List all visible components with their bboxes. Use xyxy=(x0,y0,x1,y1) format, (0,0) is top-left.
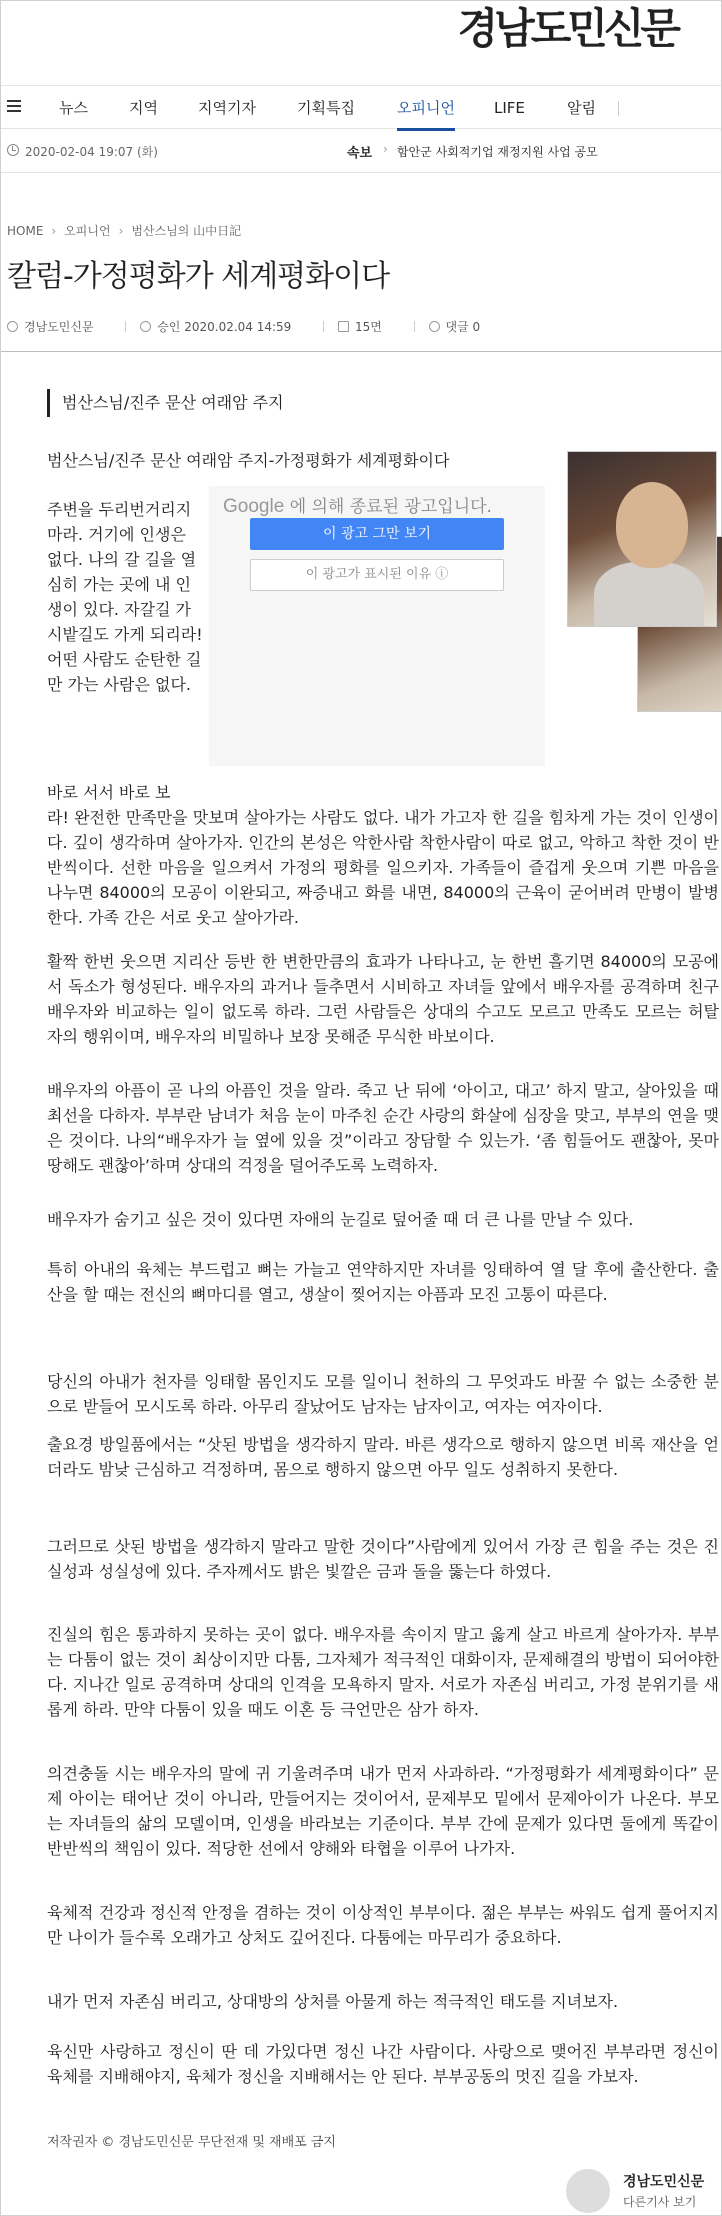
paragraph-1-start: 바로 서서 바로 보 xyxy=(47,783,171,802)
ad-closed-message xyxy=(223,492,492,518)
breaking-headline[interactable]: 함안군 사회적기업 재정지원 사업 공모 xyxy=(397,145,598,159)
intro-paragraph: 주변을 두리번거리지 마라. 거기에 인생은 없다. 나의 갈 길을 열심히 가는 곳에 내 인생이 있다. 자갈길 가시밭길도 가게 되리라! 어떤 사람도 순탄한 길만 가는 사람은 없다. xyxy=(47,500,203,694)
breadcrumb-home[interactable]: HOME xyxy=(7,224,44,238)
meta-rule xyxy=(1,351,721,352)
user-icon xyxy=(7,321,18,332)
breadcrumb xyxy=(7,222,241,239)
news-ticker xyxy=(1,129,721,173)
paragraph-11: 육체적 건강과 정신적 안정을 겸하는 것이 이상적인 부부이다. 젊은 부부는 싸워도 쉽게 풀어지지만 나이가 들수록 오래가고 상처도 깊어진다. 다툼에는 마무리가 중요하다. xyxy=(47,1903,719,1947)
article-title: 칼럼-가정평화가 세계평화이다 xyxy=(7,259,390,294)
article-subtitle: 범산스님/진주 문산 여래암 주지 xyxy=(47,389,284,417)
photo-face xyxy=(616,482,688,568)
chevron-right-icon: › xyxy=(118,224,124,238)
nav-item-opinion[interactable]: 오피니언 xyxy=(397,86,455,130)
page-icon xyxy=(338,321,349,332)
article-comments[interactable]: 댓글 0 xyxy=(445,320,481,334)
paragraph-8: 그러므로 삿된 방법을 생각하지 말라고 말한 것이다”사람에게 있어서 가장 큰 힘을 주는 것은 진실성과 성실성에 있다. 주자께서도 밝은 빛깔은 금과 돌을 뚫는다 하였다. xyxy=(47,1537,719,1581)
menu-icon[interactable] xyxy=(7,100,21,112)
masthead xyxy=(1,1,721,65)
current-date: 2020-02-04 19:07 (화) xyxy=(25,145,158,159)
article-approved: 승인 2020.02.04 14:59 xyxy=(157,320,292,334)
more-articles-link[interactable]: 다른기사 보기 xyxy=(623,2195,697,2209)
nav-item-local-reporter[interactable]: 지역기자 xyxy=(198,99,256,117)
meta-divider xyxy=(323,321,324,332)
paragraph-2: 활짝 한번 웃으면 지리산 등반 한 변한만큼의 효과가 나타나고, 눈 한번 흘기면 84000의 모공에서 독소가 형성된다. 배우자의 과거나 들추면서 시비하고 자녀들 앞에서 배우자를 공격하며 친구배우자와 비교하는 일이 없도록 하라. 그런 사람들은 상대의 수고도 모르고 만족도 모르는 허탈 자의 행위이며, 배우자의 비밀하나 보장 못해준 무식한 바보이다. xyxy=(47,952,719,1046)
article-pages: 15면 xyxy=(354,320,382,334)
meta-divider xyxy=(125,321,126,332)
site-logo[interactable]: 경남도민신문 xyxy=(457,4,677,53)
paragraph-13: 육신만 사랑하고 정신이 딴 데 가있다면 정신 나간 사람이다. 사랑으로 맺어진 부부라면 정신이 육체를 지배해야지, 육체가 정신을 지배해서는 안 된다. 부부공동의 멋진 길을 가보자. xyxy=(47,2042,719,2086)
meta-divider xyxy=(414,321,415,332)
nav-item-region[interactable]: 지역 xyxy=(129,99,158,117)
nav-item-life[interactable]: LIFE xyxy=(494,99,525,117)
why-ad-button[interactable]: 이 광고가 표시된 이유 ⓘ xyxy=(250,559,504,591)
paragraph-6: 당신의 아내가 천자를 잉태할 몸인지도 모를 일이니 천하의 그 무엇과도 바꿀 수 없는 소중한 분으로 받들어 모시도록 하라. 아무리 잘났어도 남자는 남자이고, 여자는 여자이다. xyxy=(47,1372,719,1416)
article-meta xyxy=(7,318,508,335)
chevron-right-icon: › xyxy=(51,224,57,238)
reporter-name: 경남도민신문 xyxy=(623,2174,705,2190)
author-photo xyxy=(567,451,717,627)
closed-ad xyxy=(209,486,545,766)
nav-divider xyxy=(618,101,619,116)
article-author[interactable]: 경남도민신문 xyxy=(24,320,94,334)
lead-paragraph: 범산스님/진주 문산 여래암 주지-가정평화가 세계평화이다 xyxy=(47,451,450,470)
breadcrumb-opinion[interactable]: 오피니언 xyxy=(64,224,111,238)
paragraph-12: 내가 먼저 자존심 버리고, 상대방의 상처를 아물게 하는 적극적인 태도를 지녀보자. xyxy=(47,1992,619,2011)
google-logo: Google xyxy=(223,496,285,517)
paragraph-3: 배우자의 아픔이 곧 나의 아픔인 것을 알라. 죽고 난 뒤에 ‘아이고, 대고’ 하지 말고, 살아있을 때 최선을 다하자. 부부란 남녀가 처음 눈이 마주친 순간 사랑의 화살에 심장을 맞고, 부부의 연을 맺은 것이다. 나의“배우자가 늘 옆에 있을 것”이라고 장담할 수 있는가. ‘좀 힘들어도 괜찮아, 못마땅해도 괜찮아’하며 상대의 걱정을 덜어주도록 노력하자. xyxy=(47,1081,719,1175)
ad-closed-text: 에 의해 종료된 광고입니다. xyxy=(289,497,492,517)
paragraph-7: 출요경 방일품에서는 “삿된 방법을 생각하지 말라. 바른 생각으로 행하지 않으면 비록 재산을 얻더라도 밤낮 근심하고 걱정하며, 몸으로 행하지 않으면 아무 일도 성취하지 못한다. xyxy=(47,1435,719,1479)
nav-item-feature[interactable]: 기획특집 xyxy=(297,99,355,117)
paragraph-4: 배우자가 숨기고 싶은 것이 있다면 자애의 눈길로 덮어줄 때 더 큰 나를 만날 수 있다. xyxy=(47,1210,634,1229)
paragraph-9: 진실의 힘은 통과하지 못하는 곳이 없다. 배우자를 속이지 말고 옳게 살고 바르게 살아가자. 부부는 다툼이 없는 것이 최상이지만 다툼, 그자체가 적극적인 대화이자, 문제해결의 방법이 되어야한다. 지나간 일로 공격하며 상대의 인격을 모욕하지 말자. 서로가 자존심 버리고, 가정 분위기를 새롭게 하라. 만약 다툼이 있을 때도 이혼 등 극언만은 삼가 하자. xyxy=(47,1625,719,1719)
stop-ad-button[interactable]: 이 광고 그만 보기 xyxy=(250,518,504,550)
paragraph-1: 라! 완전한 만족만을 맛보며 살아가는 사람도 없다. 내가 가고자 한 길을 힘차게 가는 것이 인생이다. 깊이 생각하며 살아가자. 인간의 본성은 악한사람 착한사람이 따로 없고, 악하고 착한 것이 반반씩이다. 선한 마음을 일으켜서 가정의 평화를 일으키자. 가족들이 즐겁게 웃으며 기쁜 마음을 나누면 84000의 모공이 이완되고, 짜증내고 화를 내면, 84000의 근육이 굳어버려 만병이 발병한다. 가족 간은 서로 웃고 살아가라. xyxy=(47,808,719,927)
comment-icon xyxy=(429,321,440,332)
photo-clothing xyxy=(594,562,704,627)
nav-item-notice[interactable]: 알림 xyxy=(567,99,596,117)
nav-item-news[interactable]: 뉴스 xyxy=(59,99,88,117)
clock-icon xyxy=(140,321,151,332)
breadcrumb-section[interactable]: 범산스님의 山中日記 xyxy=(131,224,242,238)
main-nav xyxy=(1,85,721,129)
paragraph-5: 특히 아내의 육체는 부드럽고 뼈는 가늘고 연약하지만 자녀를 잉태하여 열 달 후에 출산한다. 출산을 할 때는 전신의 뼈마디를 열고, 생살이 찢어지는 아픔과 모진 고통이 따른다. xyxy=(47,1260,719,1304)
avatar xyxy=(566,2169,610,2213)
breaking-label: 속보 xyxy=(347,146,373,161)
chevron-right-icon: › xyxy=(383,142,388,156)
clock-icon xyxy=(7,144,19,156)
paragraph-10: 의견충돌 시는 배우자의 말에 귀 기울려주며 내가 먼저 사과하라. “가정평화가 세계평화이다” 문제 아이는 태어난 것이 아니라, 만들어지는 것이어서, 문제부모 밑에서 문제아이가 나온다. 부모는 자녀들의 삶의 모델이며, 인생을 바라보는 기준이다. 부부 간에 문제가 있다면 둘에게 똑같이 반반씩의 책임이 있다. 적당한 선에서 양해와 타협을 이루어 나가자. xyxy=(47,1764,719,1858)
copyright-notice: 저작권자 © 경남도민신문 무단전재 및 재배포 금지 xyxy=(47,2135,336,2150)
